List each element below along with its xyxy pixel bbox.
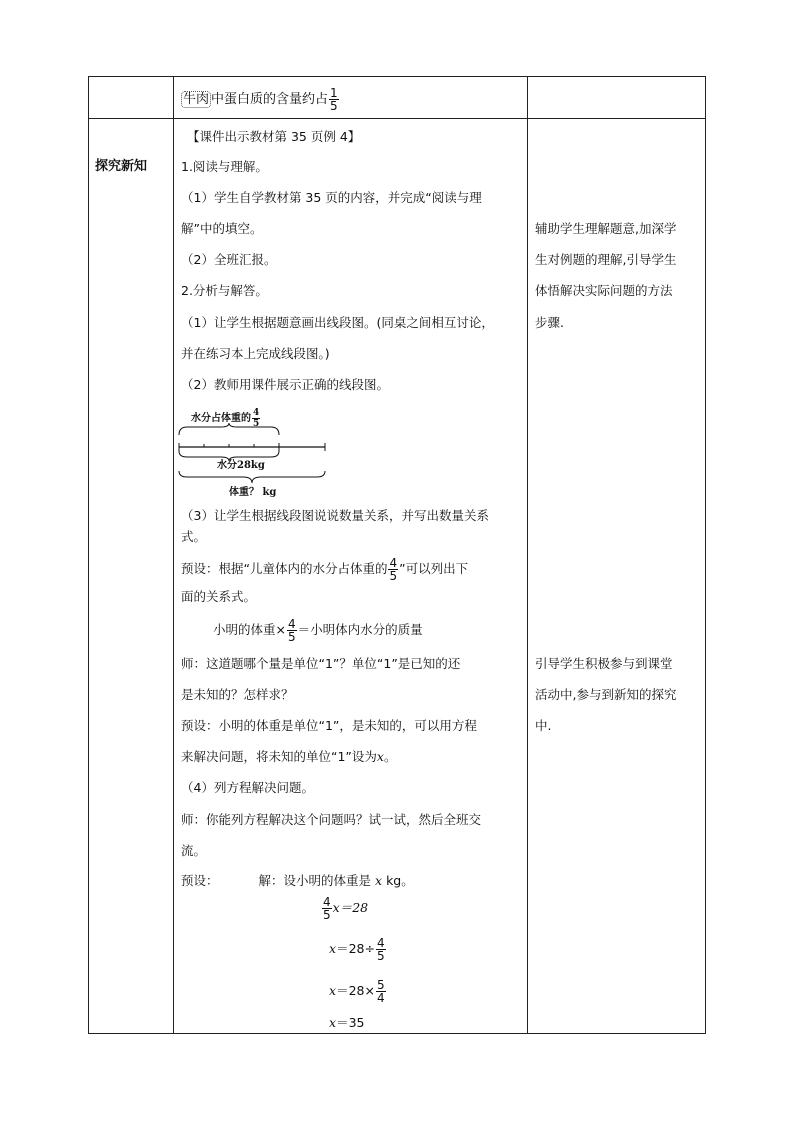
equation-2: x＝28÷ $\frac{4}{5}$ (329, 936, 385, 963)
one-fifth-fraction: $\frac{1}{5}$ (330, 86, 338, 113)
diagram-weight-label: 体重？ kg (229, 487, 277, 498)
line-16: 是未知的？怎样求？ (181, 687, 294, 702)
diagram-four-fifths: $\frac{4}{5}$ (253, 408, 260, 429)
note-1-line-1: 辅助学生理解题意,加深学 (535, 221, 677, 236)
four-fifths-fraction-2: $\frac{4}{5}$ (287, 617, 296, 644)
column-divider-2 (527, 77, 528, 1033)
line-2: 1.阅读与理解。 (181, 159, 268, 174)
line-17: 预设：小明的体重是单位“1”，是未知的，可以用方程 (181, 718, 477, 733)
line-13: 面的关系式。 (181, 589, 257, 604)
line-3: （1）学生自学教材第 35 页的内容，并完成“阅读与理 (181, 190, 482, 205)
row-divider (89, 118, 705, 119)
note-2-line-1: 引导学生积极参与到课堂 (535, 656, 673, 671)
top-row-text (181, 87, 340, 112)
equation-3: x＝28× $\frac{5}{4}$ (329, 978, 385, 1005)
diagram-top-label: 水分占体重的 $\frac{4}{5}$ (191, 408, 260, 429)
equation-3-fraction: $\frac{5}{4}$ (376, 978, 385, 1005)
line-15: 师：这道题哪个量是单位“1”？单位“1”是已知的还 (181, 656, 461, 671)
line-4: 解”中的填空。 (181, 221, 263, 236)
equation-1-fraction: $\frac{4}{5}$ (323, 895, 331, 922)
top-row-sentence: 中蛋白质的含量约占 (211, 92, 329, 107)
line-5: （2）全班汇报。 (181, 252, 277, 267)
line-20: 师：你能列方程解决这个问题吗？试一试，然后全班交 (181, 812, 482, 827)
equation-1: $\frac{4}{5}$ x＝28 (323, 895, 369, 922)
line-10: （3）让学生根据线段图说说数量关系，并写出数量关系 (181, 508, 489, 523)
note-1-line-2: 生对例题的理解,引导学生 (535, 252, 677, 267)
line-7: （1）让学生根据题意画出线段图。(同桌之间相互讨论， (181, 315, 494, 330)
line-18: 来解决问题，将未知的单位“1”设为x。 (181, 749, 397, 764)
line-12: 预设：根据“儿童体内的水分占体重的 $\frac{4}{5}$ ”可以列出下 (181, 556, 469, 583)
four-fifths-fraction-1: $\frac{4}{5}$ (389, 556, 398, 583)
lesson-table (88, 76, 706, 1034)
line-6: 2.分析与解答。 (181, 283, 268, 298)
note-1-line-4: 步骤. (535, 315, 564, 330)
line-1: 【课件出示教材第 35 页例 4】 (187, 129, 361, 144)
note-2-line-2: 活动中,参与到新知的探究 (535, 687, 677, 702)
note-2-line-3: 中. (535, 718, 552, 733)
line-14: 小明的体重× $\frac{4}{5}$ ＝小明体内水分的质量 (213, 617, 423, 644)
equation-4: x＝35 (329, 1015, 365, 1030)
line-8: 并在练习本上完成线段图。) (181, 346, 330, 361)
weight-brace (177, 471, 329, 485)
beef-tag: 牛肉 (183, 92, 210, 107)
note-1-line-3: 体悟解决实际问题的方法 (535, 283, 673, 298)
line-22: 预设： 解：设小明的体重是 x kg。 (181, 873, 414, 888)
diagram-water-label: 水分28kg (217, 460, 265, 471)
line-11: 式。 (181, 529, 207, 544)
equation-2-fraction: $\frac{4}{5}$ (376, 936, 385, 963)
line-19: （4）列方程解决问题。 (181, 780, 314, 795)
four-fifths-brace (179, 423, 279, 435)
column-divider-1 (173, 77, 174, 1033)
line-9: （2）教师用课件展示正确的线段图。 (181, 377, 389, 392)
line-21: 流。 (181, 843, 207, 858)
section-label: 探究新知 (95, 159, 148, 174)
